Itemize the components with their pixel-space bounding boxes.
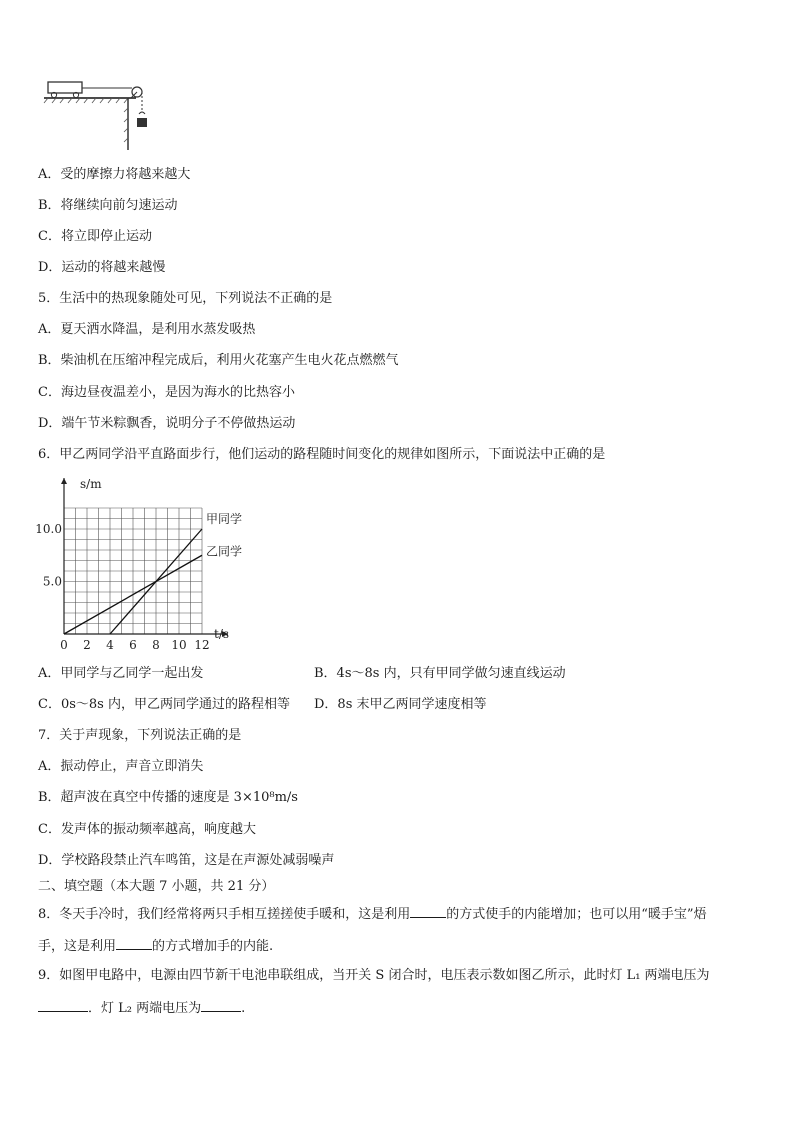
series-label: 乙同学	[206, 544, 243, 559]
x-tick-label: 0	[60, 638, 68, 652]
chart-labels	[35, 477, 242, 652]
q7-option-b: B．超声波在真空中传播的速度是 3×10⁸m/s	[38, 790, 298, 805]
q5-option-c: C．海边昼夜温差小，是因为海水的比热容小	[38, 385, 295, 400]
q9-line-2	[38, 999, 245, 1017]
x-tick-label: 4	[106, 638, 114, 652]
q8-text-2: 的方式使手的内能增加；也可以用“暖手宝”焐	[446, 907, 707, 922]
q4-option-b: B．将继续向前匀速运动	[38, 198, 178, 213]
x-tick-label: 6	[129, 638, 137, 652]
q8-text-1: 8．冬天手冷时，我们经常将两只手相互搓搓使手暖和，这是利用	[38, 907, 411, 922]
y-axis-arrow	[61, 478, 67, 484]
section-heading: 二、填空题（本大题 7 小题，共 21 分）	[38, 879, 275, 894]
q9-blank-2[interactable]	[201, 999, 241, 1012]
q4-option-a: A．受的摩擦力将越来越大	[38, 167, 191, 182]
q5-stem: 5．生活中的热现象随处可见，下列说法不正确的是	[38, 291, 333, 306]
q6-option-d: D．8s 末甲乙两同学速度相等	[314, 697, 487, 712]
q7-option-c: C．发声体的振动频率越高，响度越大	[38, 822, 256, 837]
q4-option-c: C．将立即停止运动	[38, 229, 152, 244]
x-tick-label: 2	[83, 638, 91, 652]
q8-line-1	[38, 905, 707, 923]
cart	[48, 82, 82, 93]
q6-stem: 6．甲乙两同学沿平直路面步行，他们运动的路程随时间变化的规律如图所示，下面说法中正确的是	[38, 447, 606, 462]
distance-time-chart	[30, 474, 260, 656]
q8-line-2	[38, 937, 273, 955]
q8-text-3: 手，这是利用	[38, 939, 117, 954]
y-tick-label: 10.0	[35, 522, 62, 536]
series-label: 甲同学	[206, 512, 243, 526]
q9-blank-1[interactable]	[38, 999, 88, 1012]
q8-blank-1[interactable]	[410, 905, 446, 918]
q6-option-c: C．0s～8s 内，甲乙两同学通过的路程相等	[38, 697, 290, 712]
x-axis-label: t/s	[214, 627, 230, 641]
y-axis-label: s/m	[80, 477, 102, 491]
q5-option-d: D．端午节米粽飘香，说明分子不停做热运动	[38, 416, 296, 431]
q7-option-d: D．学校路段禁止汽车鸣笛，这是在声源处减弱噪声	[38, 853, 335, 868]
q9-text-2: ．灯 L₂ 两端电压为	[88, 1001, 202, 1016]
q8-blank-2[interactable]	[116, 937, 152, 950]
q9-text-3: .	[241, 1001, 246, 1016]
hanging-weight	[137, 118, 147, 127]
q6-option-a: A．甲同学与乙同学一起出发	[38, 666, 204, 681]
y-tick-label: 5.0	[42, 574, 62, 589]
q4-option-d: D．运动的将越来越慢	[38, 260, 166, 275]
q7-stem: 7．关于声现象，下列说法正确的是	[38, 728, 242, 743]
q5-option-b: B．柴油机在压缩冲程完成后，利用火花塞产生电火花点燃燃气	[38, 353, 399, 368]
q9-line-1: 9．如图甲电路中，电源由四节新干电池串联组成，当开关 S 闭合时，电压表示数如图乙所示，此时灯 L₁ 两端电压为	[38, 968, 710, 983]
chart-grid	[64, 508, 202, 634]
cart-pulley-figure	[40, 78, 160, 154]
x-tick-label: 8	[152, 638, 160, 652]
q8-text-4: 的方式增加手的内能.	[152, 939, 274, 954]
x-tick-label: 10	[171, 638, 187, 652]
q5-option-a: A．夏天洒水降温，是利用水蒸发吸热	[38, 322, 256, 337]
q7-option-a: A．振动停止，声音立即消失	[38, 759, 204, 774]
x-tick-label: 12	[194, 638, 210, 652]
q6-option-b: B．4s～8s 内，只有甲同学做匀速直线运动	[314, 666, 566, 681]
